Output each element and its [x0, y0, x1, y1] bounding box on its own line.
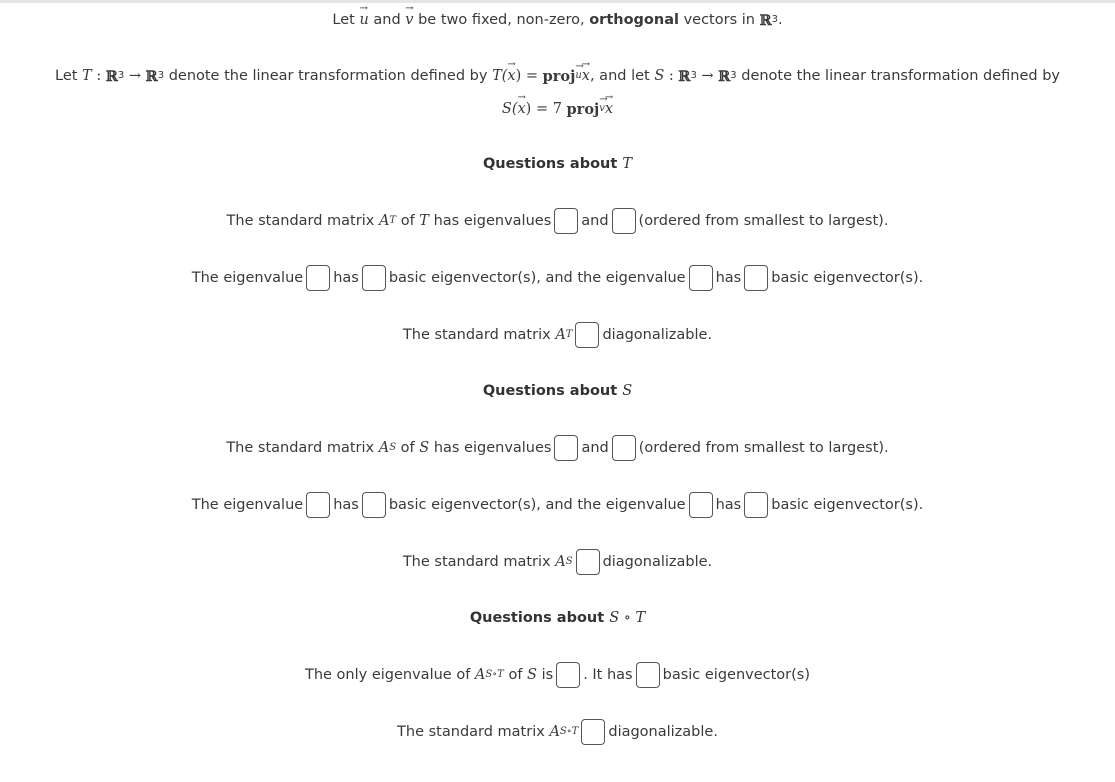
def-s-x: → x — [517, 101, 525, 117]
T-matrix-A: A — [378, 213, 390, 229]
reals-symbol: ℝ — [759, 11, 772, 29]
T-count-a-input[interactable] — [362, 265, 386, 291]
S-eigval-a-input[interactable] — [306, 492, 330, 518]
def-proj: proj — [542, 67, 576, 85]
T-basic-end: basic eigenvector(s). — [771, 270, 924, 286]
S-var: S — [419, 440, 430, 456]
def-proj-x: → x — [582, 68, 590, 84]
S-basic-and: basic eigenvector(s), and the eigenvalue — [388, 497, 686, 513]
intro-and: and — [373, 12, 401, 28]
intro-tail: vectors in — [683, 12, 755, 28]
def-denote-2: denote the linear transformation defined by — [741, 68, 1060, 84]
def-domain-R: ℝ — [105, 67, 118, 85]
S-eigenvalue-2-input[interactable] — [612, 435, 636, 461]
S-diag-row: The standard matrix A S diagonalizable. — [0, 547, 1115, 577]
S-count-a-input[interactable] — [362, 492, 386, 518]
T-count-b-input[interactable] — [744, 265, 768, 291]
heading-questions-T — [0, 153, 1115, 175]
S-eigenvalues-row: The standard matrix A S of S has eigenvalues and (ordered from smallest to largest). — [0, 433, 1115, 463]
T-has-eig: has eigenvalues — [433, 213, 552, 229]
ST-diag-input[interactable] — [581, 719, 605, 745]
S-diag-A: A — [555, 554, 566, 570]
def-denote: denote the linear transformation defined by — [168, 68, 488, 84]
S-ordered: (ordered from smallest to largest). — [638, 440, 889, 456]
ST-diag-suffix: diagonalizable. — [608, 724, 718, 740]
ST-basic: basic eigenvector(s) — [662, 667, 810, 683]
ST-diag-row: The standard matrix A S∘T diagonalizable. — [0, 717, 1115, 747]
def-T-close: ) = — [515, 68, 539, 84]
S-the-eigenvalue: The eigenvalue — [191, 497, 304, 513]
T-diag-A: A — [555, 327, 566, 343]
T-basic-and: basic eigenvector(s), and the eigenvalue — [388, 270, 686, 286]
heading-S-text: Questions about — [482, 383, 618, 399]
def-colon: : — [96, 68, 102, 84]
intro-orthogonal: orthogonal — [589, 12, 679, 28]
intro-let: Let — [332, 12, 355, 28]
T-diag-input[interactable] — [575, 322, 599, 348]
ST-only-prefix: The only eigenvalue of — [304, 667, 471, 683]
def-proj-x-2: → x — [605, 101, 613, 117]
S-eig-prefix: The standard matrix — [226, 440, 375, 456]
S-diag-prefix: The standard matrix — [402, 554, 551, 570]
heading-ST-text: Questions about — [469, 610, 605, 626]
heading-S-var: S — [622, 383, 633, 399]
S-eigenvalue-1-input[interactable] — [554, 435, 578, 461]
def-proj-2: proj — [566, 100, 600, 118]
ST-diag-prefix: The standard matrix — [397, 724, 545, 740]
def-let-s: , and let — [589, 68, 650, 84]
definition-line-1: Let T : ℝ 3 → ℝ 3 denote the linear transformation defined by T( → x ) = proj u → x , and let S : ℝ 3 → ℝ 3 denote the linear transformation defined by — [0, 65, 1115, 87]
ST-S: S — [527, 667, 537, 683]
T-and: and — [581, 213, 609, 229]
T-has: has — [333, 270, 359, 286]
heading-questions-S — [0, 380, 1115, 402]
S-basic-eigvec-row — [0, 490, 1115, 520]
S-eigval-b-input[interactable] — [689, 492, 713, 518]
def-T: T — [82, 68, 92, 84]
heading-ST-var: S ∘ T — [609, 610, 646, 626]
S-of: of — [400, 440, 415, 456]
def-S-close: ) = — [525, 101, 549, 117]
def-arrow: → — [128, 68, 142, 84]
top-divider — [0, 0, 1115, 3]
T-diag-row: The standard matrix A T diagonalizable. — [0, 320, 1115, 350]
heading-T-var: T — [622, 156, 633, 172]
T-diag-prefix: The standard matrix — [402, 327, 551, 343]
T-eigenvalues-row: The standard matrix A T of T has eigenvalues and (ordered from smallest to largest). — [0, 206, 1115, 236]
vector-v: → v — [405, 12, 413, 28]
def-s-codomain-R: ℝ — [718, 67, 731, 85]
T-eig-prefix: The standard matrix — [226, 213, 375, 229]
def-colon-2: : — [668, 68, 674, 84]
vector-u: → u — [359, 12, 368, 28]
T-basic-eigvec-row — [0, 263, 1115, 293]
T-var: T — [419, 213, 429, 229]
ST-eigenvalue-row: The only eigenvalue of A S∘T of S is . It has basic eigenvector(s) — [0, 660, 1115, 690]
S-count-b-input[interactable] — [744, 492, 768, 518]
T-ordered: (ordered from smallest to largest). — [638, 213, 889, 229]
heading-questions-ST — [0, 607, 1115, 629]
ST-count-input[interactable] — [636, 662, 660, 688]
def-arrow-2: → — [701, 68, 714, 84]
S-has-eig: has eigenvalues — [433, 440, 552, 456]
heading-T-text: Questions about — [482, 156, 618, 172]
S-diag-input[interactable] — [576, 549, 600, 575]
def-S-open: S( — [501, 101, 518, 117]
ST-of: of — [508, 667, 523, 683]
def-x: → x — [507, 68, 515, 84]
ST-eigenvalue-input[interactable] — [556, 662, 580, 688]
def-let: Let — [55, 68, 78, 84]
def-T-open: T( — [492, 68, 508, 84]
S-has: has — [333, 497, 359, 513]
S-basic-end: basic eigenvector(s). — [771, 497, 924, 513]
ST-is: is — [541, 667, 554, 683]
T-eigval-b-input[interactable] — [689, 265, 713, 291]
intro-middle: be two fixed, non-zero, — [418, 12, 585, 28]
T-has-2: has — [715, 270, 742, 286]
S-has-2: has — [715, 497, 742, 513]
def-seven: 7 — [552, 101, 562, 117]
T-eigval-a-input[interactable] — [306, 265, 330, 291]
def-S: S — [654, 68, 665, 84]
ST-diag-A: A — [549, 724, 560, 740]
S-and: and — [581, 440, 609, 456]
def-s-domain-R: ℝ — [678, 67, 691, 85]
S-matrix-A: A — [378, 440, 390, 456]
ST-matrix-A: A — [474, 667, 486, 683]
T-the-eigenvalue: The eigenvalue — [191, 270, 304, 286]
intro-period: . — [778, 12, 783, 28]
T-eigenvalue-2-input[interactable] — [612, 208, 636, 234]
intro-line: Let → u and → v be two fixed, non-zero, orthogonal vectors in ℝ 3 . — [0, 9, 1115, 31]
T-diag-suffix: diagonalizable. — [602, 327, 713, 343]
T-eigenvalue-1-input[interactable] — [554, 208, 578, 234]
S-diag-suffix: diagonalizable. — [602, 554, 713, 570]
T-of: of — [400, 213, 415, 229]
def-codomain-R: ℝ — [145, 67, 158, 85]
definition-line-2: S( → x ) = 7 proj v → x — [0, 98, 1115, 120]
ST-it-has: . It has — [583, 667, 633, 683]
